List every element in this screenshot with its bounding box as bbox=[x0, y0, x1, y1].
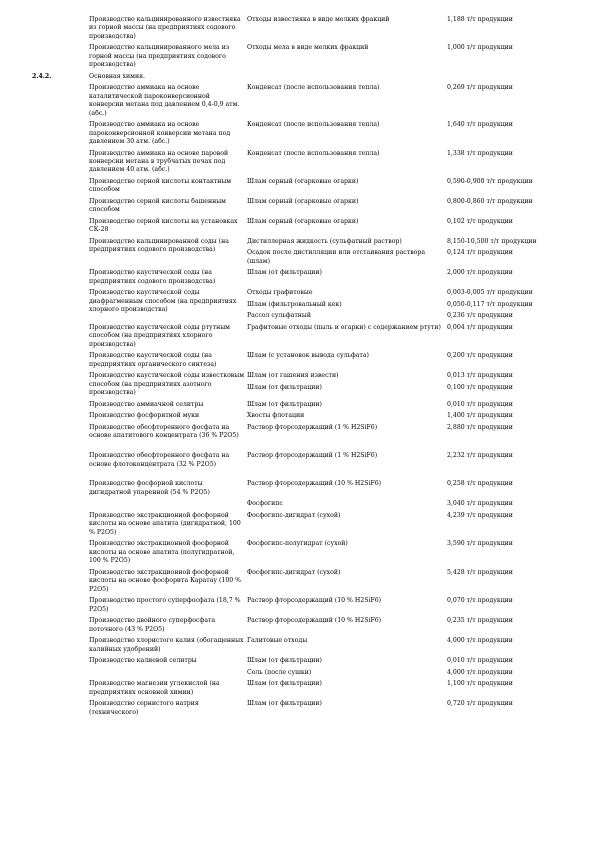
waste-norm-value: 2,232 т/т продукции bbox=[447, 452, 513, 460]
waste-norm-value: 0,720 т/т продукции bbox=[447, 700, 513, 708]
waste-name: Шлам серный (огарковые огарки) bbox=[247, 197, 359, 205]
process-name: Производство экстракционной фосфорной кислоты на основе апатита (полугидратной, 100 % P2O5) bbox=[89, 540, 235, 565]
table-row bbox=[0, 540, 595, 568]
waste-norm-value: 0,010 т/т продукции bbox=[447, 400, 513, 408]
waste-norm-value: 0,050-0,117 т/т продукции bbox=[447, 300, 533, 308]
waste-name: Хвосты флотации bbox=[247, 412, 305, 420]
process-name: Производство фосфорной кислоты дигидратной упаренной (54 % P2O5) bbox=[89, 480, 210, 496]
process-name: Производство экстракционной фосфорной кислоты на основе апатита (дигидратной, 100 % P2O5) bbox=[89, 512, 241, 536]
waste-name: Раствор фторсодержащий (1 % H2SiF6) bbox=[247, 423, 378, 431]
table-row bbox=[0, 16, 595, 44]
process-name: Производство каустической соды (на предприятиях содового производства) bbox=[89, 269, 216, 285]
waste-norm-value: 0,236 т/т продукции bbox=[447, 312, 513, 320]
waste-norm-value: 0,269 т/т продукции bbox=[447, 84, 513, 92]
waste-name: Шлам серный (огарковые огарки) bbox=[247, 177, 359, 185]
process-name: Основная химия. bbox=[89, 72, 145, 80]
process-name: Производство каустической соды (на предприятиях органического синтеза) bbox=[89, 352, 217, 368]
table-row bbox=[0, 680, 595, 700]
table-row bbox=[0, 324, 595, 352]
waste-name: Фосфогипс-полугидрат (сухой) bbox=[247, 540, 348, 548]
waste-norm-value: 0,235 т/т продукции bbox=[447, 617, 513, 625]
waste-norm-value: 1,100 т/т продукции bbox=[447, 680, 513, 688]
table-row bbox=[0, 569, 595, 597]
process-name: Производство аммиака на основе паровой конверсии метана в трубчатых печах под давлением 40 атм. (абс.) bbox=[89, 149, 229, 174]
waste-name: Соль (после сушки) bbox=[247, 668, 312, 676]
process-name: Производство аммиака на основе каталитической пароконверсионной конверсии метана под давлением 0,4-0,9 атм. (абс.) bbox=[89, 84, 240, 117]
waste-norm-value: 0,004 т/т продукции bbox=[447, 323, 513, 331]
waste-norm-value: 8,150-10,500 т/т продукции bbox=[447, 237, 537, 245]
waste-norm-value: 2,000 т/т продукции bbox=[447, 269, 513, 277]
process-name: Производство магнезии углекислой (на предприятиях основной химии) bbox=[89, 680, 220, 696]
process-name: Производство серной кислоты контактным способом bbox=[89, 177, 232, 194]
process-name: Производство аммиака на основе пароконверсионной конверсии метана под давлением 30 атм. (абс.) bbox=[89, 121, 231, 145]
process-name: Производство каустической соды известковым способом (на предприятиях азотного производства) bbox=[89, 372, 245, 396]
waste-name: Конденсат (после использования тепла) bbox=[247, 84, 380, 92]
waste-norm-value: 0,070 т/т продукции bbox=[447, 597, 513, 605]
table-row bbox=[0, 73, 595, 85]
waste-name: Шлам серный (огарковые огарки) bbox=[247, 217, 359, 225]
waste-name: Шлам (от фильтрации) bbox=[247, 269, 322, 277]
waste-name: Шлам (с установок вывода сульфата) bbox=[247, 352, 369, 360]
process-name: Производство экстракционной фосфорной кислоты на основе фосфорита Каратау (100 % P2O5) bbox=[89, 568, 242, 593]
table-row bbox=[0, 84, 595, 121]
waste-name: Шлам (от фильтрации) bbox=[247, 657, 322, 665]
table-row bbox=[0, 424, 595, 452]
waste-name: Раствор фторсодержащий (10 % H2SiF6) bbox=[247, 480, 382, 488]
table-row bbox=[0, 637, 595, 657]
waste-norm-value: 4,000 т/т продукции bbox=[447, 668, 513, 676]
table-row bbox=[0, 700, 595, 720]
table-row bbox=[0, 372, 595, 400]
table-row bbox=[0, 121, 595, 149]
waste-name: Фосфогипс bbox=[247, 500, 283, 508]
table-row bbox=[0, 657, 595, 680]
waste-name: Рассол сульфатный bbox=[247, 312, 311, 320]
waste-norm-value: 1,400 т/т продукции bbox=[447, 412, 513, 420]
table-row bbox=[0, 238, 595, 269]
waste-name: Шлам (от фильтрации) bbox=[247, 400, 322, 408]
waste-name: Фосфогипс-дигидрат (сухой) bbox=[247, 568, 341, 576]
table-row bbox=[0, 401, 595, 413]
process-name: Производство обесфторенного фосфата на основе апатитового концентрата (36 % P2O5) bbox=[89, 423, 239, 440]
waste-norm-value: 0,200 т/т продукции bbox=[447, 352, 513, 360]
waste-norm-value: 1,188 т/т продукции bbox=[447, 16, 513, 23]
waste-norm-value: 0,800-0,860 т/т продукции bbox=[447, 197, 533, 205]
process-name: Производство серной кислоты башенным способом bbox=[89, 197, 226, 214]
process-name: Производство кальцинированного мела из горной массы (на предприятиях содового производства) bbox=[89, 44, 230, 69]
waste-norm-value: 0,258 т/т продукции bbox=[447, 480, 513, 488]
waste-norms-table bbox=[0, 16, 595, 720]
waste-name: Шлам (от гашения извести) bbox=[247, 372, 339, 380]
process-name: Производство кальцинированной соды (на предприятиях содового производства) bbox=[89, 237, 229, 254]
waste-name: Шлам (фильтровальный кек) bbox=[247, 300, 342, 308]
waste-name: Фосфогипс-дигидрат (сухой) bbox=[247, 512, 341, 520]
waste-name: Конденсат (после использования тепла) bbox=[247, 149, 380, 157]
waste-norm-value: 0,100 т/т продукции bbox=[447, 383, 513, 391]
waste-name: Отходы графитовые bbox=[247, 289, 313, 297]
table-row bbox=[0, 412, 595, 424]
waste-norm-value: 0,590-0,900 т/т продукции bbox=[447, 177, 533, 185]
waste-norm-value: 0,013 т/т продукции bbox=[447, 372, 513, 380]
process-name: Производство кальцинированного известняка из горной массы (на предприятиях содового производства) bbox=[89, 16, 241, 40]
process-name: Производство простого суперфосфата (18,7 % P2O5) bbox=[89, 597, 241, 613]
waste-name: Конденсат (после использования тепла) bbox=[247, 121, 380, 129]
table-row bbox=[0, 218, 595, 238]
table-row bbox=[0, 512, 595, 540]
waste-norm-value: 5,428 т/т продукции bbox=[447, 568, 513, 576]
process-name: Производство каустической соды ртутным способом (на предприятиях хлорного производства) bbox=[89, 323, 230, 348]
waste-norm-value: 0,124 т/т продукции bbox=[447, 249, 513, 257]
table-row bbox=[0, 198, 595, 218]
waste-name: Графитовые отходы (пыль и огарки) с содержанием ртути) bbox=[247, 323, 441, 331]
table-row bbox=[0, 617, 595, 637]
table-row bbox=[0, 500, 595, 512]
waste-name: Шлам (от фильтрации) bbox=[247, 700, 322, 708]
section-number: 2.4.2. bbox=[32, 72, 52, 80]
waste-norm-value: 1,338 т/т продукции bbox=[447, 149, 513, 157]
waste-norm-value: 0,010 т/т продукции bbox=[447, 657, 513, 665]
waste-norm-value: 3,590 т/т продукции bbox=[447, 540, 513, 548]
table-row bbox=[0, 452, 595, 480]
waste-norm-value: 4,239 т/т продукции bbox=[447, 512, 513, 520]
process-name: Производство фосфоритной муки bbox=[89, 412, 200, 420]
process-name: Производство двойного суперфосфата поточного (43 % P2O5) bbox=[89, 617, 216, 633]
waste-norm-value: 0,102 т/т продукции bbox=[447, 217, 513, 225]
waste-name: Отходы мела в виде мелких фракций bbox=[247, 44, 369, 52]
waste-name: Раствор фторсодержащий (1 % H2SiF6) bbox=[247, 452, 378, 460]
waste-name: Шлам (от фильтрации) bbox=[247, 680, 322, 688]
table-row bbox=[0, 178, 595, 198]
waste-norm-value: 2,880 т/т продукции bbox=[447, 423, 513, 431]
table-row bbox=[0, 44, 595, 72]
process-name: Производство калиевой селитры bbox=[89, 657, 197, 665]
waste-name: Раствор фторсодержащий (10 % H2SiF6) bbox=[247, 597, 382, 605]
table-row bbox=[0, 352, 595, 372]
waste-name: Галитовые отходы bbox=[247, 637, 308, 645]
waste-name: Осадок после дистилляции или отстаивания раствора (шлам) bbox=[247, 249, 426, 265]
process-name: Производство серной кислоты на установках СК-28 bbox=[89, 217, 238, 234]
waste-name: Отходы известняка в виде мелких фракций bbox=[247, 16, 390, 23]
table-row bbox=[0, 150, 595, 178]
waste-norm-value: 4,000 т/т продукции bbox=[447, 637, 513, 645]
table-row bbox=[0, 269, 595, 289]
table-row bbox=[0, 289, 595, 323]
table-row bbox=[0, 480, 595, 500]
waste-norm-value: 3,040 т/т продукции bbox=[447, 500, 513, 508]
process-name: Производство обесфторенного фосфата на основе флотоконцентрата (32 % P2O5) bbox=[89, 452, 230, 468]
waste-norm-value: 1,640 т/т продукции bbox=[447, 121, 513, 129]
process-name: Производство сернистого натрия (технического) bbox=[89, 700, 199, 716]
process-name: Производство каустической соды диафрагменным способом (на предприятиях хлорного производства) bbox=[89, 289, 237, 314]
waste-name: Раствор фторсодержащий (10 % H2SiF6) bbox=[247, 617, 382, 625]
waste-name: Дистиллерная жидкость (сульфатный раствор) bbox=[247, 237, 402, 245]
waste-norm-value: 0,003-0,005 т/т продукции bbox=[447, 289, 533, 297]
table-row bbox=[0, 597, 595, 617]
waste-norm-value: 1,000 т/т продукции bbox=[447, 44, 513, 52]
waste-name: Шлам (от фильтрации) bbox=[247, 383, 322, 391]
process-name: Производство хлористого калия (обогащенных калийных удобрений) bbox=[89, 637, 244, 653]
process-name: Производство аммиачной селитры bbox=[89, 400, 204, 408]
